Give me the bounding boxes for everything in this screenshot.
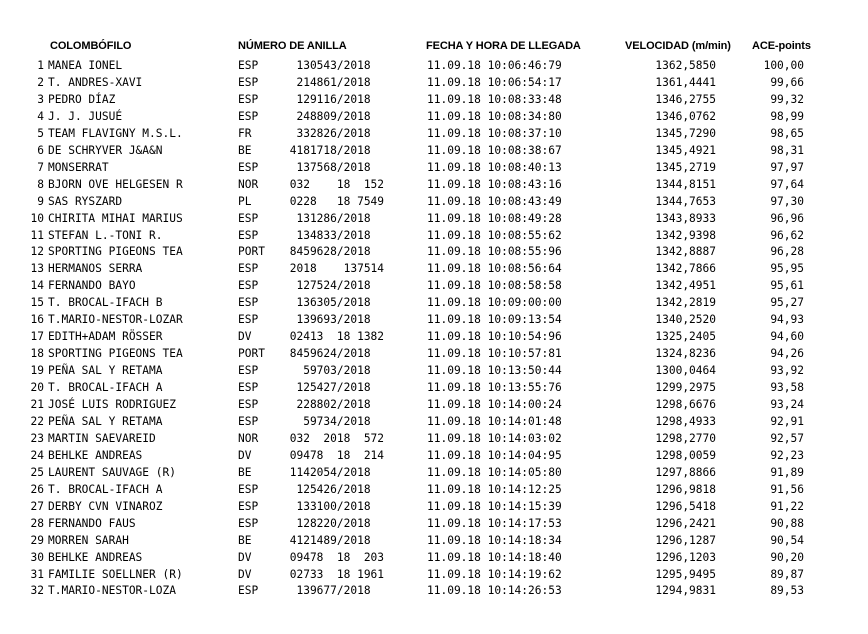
rank-cell: 7 — [37, 160, 44, 174]
speed-cell: 1296,2421 — [655, 516, 716, 530]
fancier-name-cell: EDITH+ADAM RÖSSER — [48, 330, 163, 344]
speed-cell: 1294,9831 — [655, 584, 716, 598]
table-row — [0, 210, 868, 227]
country-cell: DV — [238, 567, 252, 581]
ring-number-cell: 332826/2018 — [283, 126, 371, 140]
country-cell: FR — [238, 126, 252, 140]
table-row — [0, 566, 868, 583]
fancier-name-cell: MONSERRAT — [48, 160, 109, 174]
rank-cell: 11 — [30, 228, 44, 242]
table-row — [0, 481, 868, 498]
ring-number-cell: 4121489/2018 — [283, 533, 371, 547]
country-cell: NOR — [238, 431, 259, 445]
ring-number-cell: 131286/2018 — [283, 211, 371, 225]
speed-cell: 1298,4933 — [655, 414, 716, 428]
ace-points-cell: 94,26 — [770, 347, 804, 361]
rank-cell: 1 — [37, 59, 44, 72]
country-cell: ESP — [238, 364, 259, 378]
rank-cell: 27 — [30, 499, 44, 513]
ring-number-cell: 4181718/2018 — [283, 143, 371, 157]
fancier-name-cell: SPORTING PIGEONS TEA — [48, 347, 183, 361]
speed-cell: 1345,7290 — [655, 126, 716, 140]
fancier-name-cell: LAURENT SAUVAGE (R) — [48, 465, 176, 479]
country-cell: ESP — [238, 109, 259, 123]
ring-number-cell: 02733 18 1961 — [283, 567, 385, 581]
table-row — [0, 277, 868, 294]
ace-points-cell: 96,62 — [770, 228, 804, 242]
fancier-name-cell: HERMANOS SERRA — [48, 262, 143, 276]
rank-cell: 30 — [30, 550, 44, 564]
ring-number-cell: 59703/2018 — [283, 364, 371, 378]
arrival-time-cell: 11.09.18 10:09:00:00 — [427, 296, 562, 310]
fancier-name-cell: CHIRITA MIHAI MARIUS — [48, 211, 183, 225]
rank-cell: 23 — [30, 431, 44, 445]
country-cell: DV — [238, 448, 252, 462]
ring-number-cell: 09478 18 203 — [283, 550, 385, 564]
arrival-time-cell: 11.09.18 10:14:04:95 — [427, 448, 562, 462]
ring-number-cell: 133100/2018 — [283, 499, 371, 513]
arrival-time-cell: 11.09.18 10:08:58:58 — [427, 279, 562, 293]
fancier-name-cell: MORREN SARAH — [48, 533, 129, 547]
country-cell: PORT — [238, 347, 265, 361]
country-cell: ESP — [238, 482, 259, 496]
rank-cell: 12 — [30, 245, 44, 259]
rank-cell: 20 — [30, 381, 44, 395]
table-row — [0, 108, 868, 125]
speed-cell: 1343,8933 — [655, 211, 716, 225]
rank-cell: 3 — [37, 92, 44, 106]
rank-cell: 17 — [30, 330, 44, 344]
header-anilla: NÚMERO DE ANILLA — [238, 40, 347, 52]
table-row — [0, 413, 868, 430]
arrival-time-cell: 11.09.18 10:14:26:53 — [427, 584, 562, 598]
fancier-name-cell: SAS RYSZARD — [48, 194, 123, 208]
table-row — [0, 142, 868, 159]
table-row — [0, 515, 868, 532]
ring-number-cell: 129116/2018 — [283, 92, 371, 106]
table-row — [0, 176, 868, 193]
arrival-time-cell: 11.09.18 10:14:00:24 — [427, 398, 562, 411]
ace-points-cell: 93,24 — [770, 398, 804, 411]
fancier-name-cell: FERNANDO FAUS — [48, 516, 136, 530]
country-cell: PL — [238, 194, 252, 208]
country-cell: ESP — [238, 92, 259, 106]
fancier-name-cell: T. BROCAL-IFACH B — [48, 296, 163, 310]
arrival-time-cell: 11.09.18 10:14:17:53 — [427, 516, 562, 530]
arrival-time-cell: 11.09.18 10:10:54:96 — [427, 330, 562, 344]
rank-cell: 21 — [30, 398, 44, 411]
rank-cell: 28 — [30, 516, 44, 530]
table-row — [0, 582, 868, 599]
table-row — [0, 57, 868, 74]
country-cell: ESP — [238, 59, 259, 72]
ace-points-cell: 97,97 — [770, 160, 804, 174]
arrival-time-cell: 11.09.18 10:08:55:62 — [427, 228, 562, 242]
header-velocidad: VELOCIDAD (m/min) — [625, 40, 731, 52]
fancier-name-cell: BEHLKE ANDREAS — [48, 448, 143, 462]
country-cell: ESP — [238, 584, 259, 598]
rank-cell: 5 — [37, 126, 44, 140]
speed-cell: 1342,7866 — [655, 262, 716, 276]
fancier-name-cell: JOSÉ LUIS RODRIGUEZ — [48, 398, 176, 411]
table-row — [0, 362, 868, 379]
speed-cell: 1296,1287 — [655, 533, 716, 547]
ace-points-cell: 92,57 — [770, 431, 804, 445]
ace-points-cell: 90,54 — [770, 533, 804, 547]
table-row — [0, 74, 868, 91]
rank-cell: 24 — [30, 448, 44, 462]
fancier-name-cell: DERBY CVN VINAROZ — [48, 499, 163, 513]
rank-cell: 32 — [30, 584, 44, 598]
ace-points-cell: 96,96 — [770, 211, 804, 225]
table-row — [0, 430, 868, 447]
rank-cell: 16 — [30, 313, 44, 327]
arrival-time-cell: 11.09.18 10:14:03:02 — [427, 431, 562, 445]
speed-cell: 1296,9818 — [655, 482, 716, 496]
country-cell: ESP — [238, 228, 259, 242]
country-cell: ESP — [238, 211, 259, 225]
table-row — [0, 464, 868, 481]
arrival-time-cell: 11.09.18 10:08:38:67 — [427, 143, 562, 157]
rank-cell: 15 — [30, 296, 44, 310]
ring-number-cell: 032 18 152 — [283, 177, 385, 191]
ace-points-cell: 96,28 — [770, 245, 804, 259]
speed-cell: 1296,1203 — [655, 550, 716, 564]
fancier-name-cell: DE SCHRYVER J&A&N — [48, 143, 163, 157]
fancier-name-cell: T.MARIO-NESTOR-LOZA — [48, 584, 176, 598]
rank-cell: 19 — [30, 364, 44, 378]
ring-number-cell: 137568/2018 — [283, 160, 371, 174]
table-row — [0, 260, 868, 277]
ace-points-cell: 89,53 — [770, 584, 804, 598]
speed-cell: 1297,8866 — [655, 465, 716, 479]
country-cell: PORT — [238, 245, 265, 259]
ring-number-cell: 8459624/2018 — [283, 347, 371, 361]
arrival-time-cell: 11.09.18 10:08:34:80 — [427, 109, 562, 123]
ring-number-cell: 032 2018 572 — [283, 431, 385, 445]
speed-cell: 1362,5850 — [655, 59, 716, 72]
ace-points-cell: 95,61 — [770, 279, 804, 293]
rank-cell: 2 — [37, 75, 44, 89]
ace-points-cell: 93,58 — [770, 381, 804, 395]
arrival-time-cell: 11.09.18 10:06:46:79 — [427, 59, 562, 72]
speed-cell: 1299,2975 — [655, 381, 716, 395]
country-cell: ESP — [238, 381, 259, 395]
speed-cell: 1344,8151 — [655, 177, 716, 191]
arrival-time-cell: 11.09.18 10:13:50:44 — [427, 364, 562, 378]
fancier-name-cell: PEDRO DÍAZ — [48, 92, 116, 106]
ace-points-cell: 98,31 — [770, 143, 804, 157]
ring-number-cell: 0228 18 7549 — [283, 194, 385, 208]
fancier-name-cell: BJORN OVE HELGESEN R — [48, 177, 183, 191]
arrival-time-cell: 11.09.18 10:08:43:49 — [427, 194, 562, 208]
fancier-name-cell: T. BROCAL-IFACH A — [48, 482, 163, 496]
ace-points-cell: 99,32 — [770, 92, 804, 106]
ace-points-cell: 98,99 — [770, 109, 804, 123]
country-cell: ESP — [238, 75, 259, 89]
country-cell: ESP — [238, 296, 259, 310]
ring-number-cell: 125426/2018 — [283, 482, 371, 496]
rank-cell: 18 — [30, 347, 44, 361]
rank-cell: 31 — [30, 567, 44, 581]
ring-number-cell: 1142054/2018 — [283, 465, 371, 479]
table-row — [0, 125, 868, 142]
arrival-time-cell: 11.09.18 10:14:19:62 — [427, 567, 562, 581]
table-row — [0, 549, 868, 566]
ring-number-cell: 214861/2018 — [283, 75, 371, 89]
ace-points-cell: 97,30 — [770, 194, 804, 208]
country-cell: ESP — [238, 262, 259, 276]
ace-points-cell: 97,64 — [770, 177, 804, 191]
arrival-time-cell: 11.09.18 10:14:01:48 — [427, 414, 562, 428]
arrival-time-cell: 11.09.18 10:14:15:39 — [427, 499, 562, 513]
arrival-time-cell: 11.09.18 10:14:12:25 — [427, 482, 562, 496]
fancier-name-cell: SPORTING PIGEONS TEA — [48, 245, 183, 259]
arrival-time-cell: 11.09.18 10:09:13:54 — [427, 313, 562, 327]
country-cell: BE — [238, 465, 252, 479]
ring-number-cell: 02413 18 1382 — [283, 330, 385, 344]
speed-cell: 1295,9495 — [655, 567, 716, 581]
country-cell: ESP — [238, 499, 259, 513]
ace-points-cell: 95,27 — [770, 296, 804, 310]
arrival-time-cell: 11.09.18 10:14:05:80 — [427, 465, 562, 479]
fancier-name-cell: T. ANDRES-XAVI — [48, 75, 143, 89]
speed-cell: 1344,7653 — [655, 194, 716, 208]
fancier-name-cell: T.MARIO-NESTOR-LOZAR — [48, 313, 183, 327]
ace-points-cell: 94,60 — [770, 330, 804, 344]
speed-cell: 1300,0464 — [655, 364, 716, 378]
fancier-name-cell: J. J. JUSUÉ — [48, 109, 123, 123]
rank-cell: 22 — [30, 414, 44, 428]
ace-points-cell: 89,87 — [770, 567, 804, 581]
fancier-name-cell: FAMILIE SOELLNER (R) — [48, 567, 183, 581]
rank-cell: 6 — [37, 143, 44, 157]
table-row — [0, 311, 868, 328]
table-row — [0, 294, 868, 311]
ring-number-cell: 59734/2018 — [283, 414, 371, 428]
speed-cell: 1342,9398 — [655, 228, 716, 242]
speed-cell: 1342,8887 — [655, 245, 716, 259]
table-row — [0, 532, 868, 549]
arrival-time-cell: 11.09.18 10:08:43:16 — [427, 177, 562, 191]
speed-cell: 1324,8236 — [655, 347, 716, 361]
country-cell: ESP — [238, 279, 259, 293]
ace-points-cell: 91,89 — [770, 465, 804, 479]
country-cell: BE — [238, 533, 252, 547]
ring-number-cell: 125427/2018 — [283, 381, 371, 395]
rank-cell: 14 — [30, 279, 44, 293]
fancier-name-cell: STEFAN L.-TONI R. — [48, 228, 163, 242]
ace-points-cell: 99,66 — [770, 75, 804, 89]
rank-cell: 13 — [30, 262, 44, 276]
speed-cell: 1298,6676 — [655, 398, 716, 411]
speed-cell: 1296,5418 — [655, 499, 716, 513]
ring-number-cell: 8459628/2018 — [283, 245, 371, 259]
country-cell: DV — [238, 550, 252, 564]
rank-cell: 8 — [37, 177, 44, 191]
rank-cell: 25 — [30, 465, 44, 479]
ace-points-cell: 90,88 — [770, 516, 804, 530]
rank-cell: 9 — [37, 194, 44, 208]
table-row — [0, 159, 868, 176]
ring-number-cell: 134833/2018 — [283, 228, 371, 242]
speed-cell: 1340,2520 — [655, 313, 716, 327]
fancier-name-cell: T. BROCAL-IFACH A — [48, 381, 163, 395]
table-row — [0, 243, 868, 260]
arrival-time-cell: 11.09.18 10:14:18:34 — [427, 533, 562, 547]
rank-cell: 29 — [30, 533, 44, 547]
fancier-name-cell: TEAM FLAVIGNY M.S.L. — [48, 126, 183, 140]
speed-cell: 1298,0059 — [655, 448, 716, 462]
table-row — [0, 396, 868, 413]
speed-cell: 1346,2755 — [655, 92, 716, 106]
ace-points-cell: 93,92 — [770, 364, 804, 378]
table-row — [0, 345, 868, 362]
ace-points-cell: 94,93 — [770, 313, 804, 327]
arrival-time-cell: 11.09.18 10:08:40:13 — [427, 160, 562, 174]
ring-number-cell: 128220/2018 — [283, 516, 371, 530]
table-row — [0, 328, 868, 345]
table-row — [0, 447, 868, 464]
ace-points-cell: 95,95 — [770, 262, 804, 276]
ace-points-cell: 90,20 — [770, 550, 804, 564]
ring-number-cell: 127524/2018 — [283, 279, 371, 293]
table-row — [0, 91, 868, 108]
rank-cell: 26 — [30, 482, 44, 496]
ring-number-cell: 139693/2018 — [283, 313, 371, 327]
ring-number-cell: 130543/2018 — [283, 59, 371, 72]
arrival-time-cell: 11.09.18 10:13:55:76 — [427, 381, 562, 395]
table-row — [0, 498, 868, 515]
fancier-name-cell: PEÑA SAL Y RETAMA — [48, 414, 163, 428]
ace-points-cell: 91,22 — [770, 499, 804, 513]
ring-number-cell: 2018 137514 — [283, 262, 385, 276]
speed-cell: 1361,4441 — [655, 75, 716, 89]
country-cell: NOR — [238, 177, 259, 191]
arrival-time-cell: 11.09.18 10:06:54:17 — [427, 75, 562, 89]
ring-number-cell: 136305/2018 — [283, 296, 371, 310]
arrival-time-cell: 11.09.18 10:08:56:64 — [427, 262, 562, 276]
speed-cell: 1298,2770 — [655, 431, 716, 445]
ring-number-cell: 248809/2018 — [283, 109, 371, 123]
speed-cell: 1345,2719 — [655, 160, 716, 174]
speed-cell: 1342,2819 — [655, 296, 716, 310]
speed-cell: 1342,4951 — [655, 279, 716, 293]
ace-points-cell: 92,23 — [770, 448, 804, 462]
country-cell: ESP — [238, 160, 259, 174]
fancier-name-cell: MARTIN SAEVAREID — [48, 431, 156, 445]
ring-number-cell: 09478 18 214 — [283, 448, 385, 462]
ace-points-cell: 92,91 — [770, 414, 804, 428]
fancier-name-cell: FERNANDO BAYO — [48, 279, 136, 293]
country-cell: ESP — [238, 414, 259, 428]
country-cell: BE — [238, 143, 252, 157]
ring-number-cell: 228802/2018 — [283, 398, 371, 411]
speed-cell: 1345,4921 — [655, 143, 716, 157]
arrival-time-cell: 11.09.18 10:08:49:28 — [427, 211, 562, 225]
arrival-time-cell: 11.09.18 10:14:18:40 — [427, 550, 562, 564]
country-cell: ESP — [238, 313, 259, 327]
fancier-name-cell: MANEA IONEL — [48, 59, 123, 72]
country-cell: DV — [238, 330, 252, 344]
arrival-time-cell: 11.09.18 10:08:55:96 — [427, 245, 562, 259]
rank-cell: 10 — [30, 211, 44, 225]
country-cell: ESP — [238, 398, 259, 411]
fancier-name-cell: PEÑA SAL Y RETAMA — [48, 364, 163, 378]
fancier-name-cell: BEHLKE ANDREAS — [48, 550, 143, 564]
country-cell: ESP — [238, 516, 259, 530]
ring-number-cell: 139677/2018 — [283, 584, 371, 598]
rank-cell: 4 — [37, 109, 44, 123]
table-row — [0, 379, 868, 396]
table-row — [0, 193, 868, 210]
arrival-time-cell: 11.09.18 10:08:33:48 — [427, 92, 562, 106]
speed-cell: 1346,0762 — [655, 109, 716, 123]
header-ace: ACE-points — [752, 40, 811, 52]
header-colombofilo: COLOMBÓFILO — [50, 40, 132, 52]
speed-cell: 1325,2405 — [655, 330, 716, 344]
arrival-time-cell: 11.09.18 10:08:37:10 — [427, 126, 562, 140]
arrival-time-cell: 11.09.18 10:10:57:81 — [427, 347, 562, 361]
ace-points-cell: 100,00 — [763, 59, 804, 72]
ace-points-cell: 91,56 — [770, 482, 804, 496]
ace-points-cell: 98,65 — [770, 126, 804, 140]
header-fecha: FECHA Y HORA DE LLEGADA — [426, 40, 581, 52]
table-row — [0, 227, 868, 244]
